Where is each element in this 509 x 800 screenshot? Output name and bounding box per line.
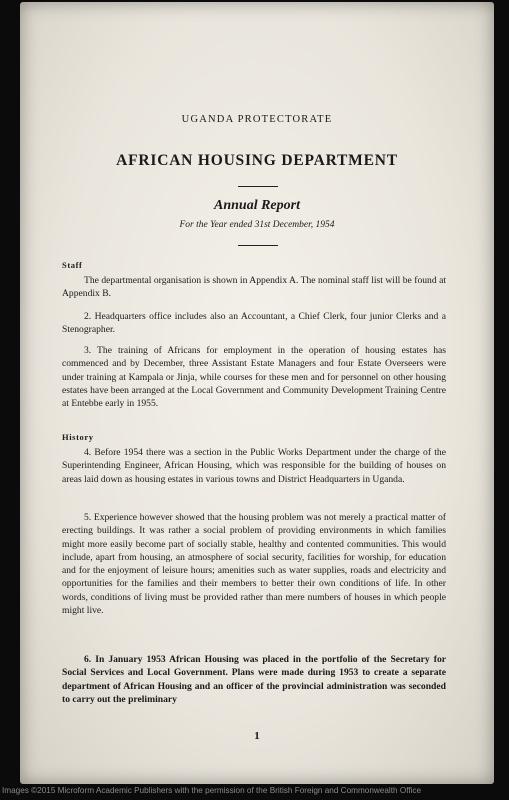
subtitle-divider — [238, 245, 278, 246]
paragraph: 5. Experience however showed that the housing problem was not merely a practical matter of erecting buildings. It was rather a social problem of providing environments in which families might more easily become part of socially stable, healthy and contented communities. This would include, apart from housing, an atmosphere of social security, facilities for worship, for education and for the enjoyment of leisure hours; amenities such as water supplies, roads and electricity and opportunities for the families and their members to better their own conditions of life. In other words, conditions of living must be provided rather than mere numbers of houses in which people might live. — [62, 512, 446, 617]
page-number: 1 — [254, 730, 260, 742]
paragraph: 2. Headquarters office includes also an Accountant, a Chief Clerk, four junior Clerks and a Stenographer. — [62, 311, 446, 336]
paragraph: 4. Before 1954 there was a section in the Public Works Department under the charge of the Superintending Engineer, African Housing, which was responsible for the building of houses on areas laid down as housing estates in various towns and District Headquarters in Uganda. — [62, 447, 446, 485]
report-title: Annual Report — [214, 198, 300, 213]
protectorate-heading: UGANDA PROTECTORATE — [181, 114, 333, 125]
report-subtitle: For the Year ended 31st December, 1954 — [179, 220, 335, 230]
paragraph: 3. The training of Africans for employment in the operation of housing estates has commenced and by December, three Assistant Estate Managers and four Estate Overseers were under training at Kampala or Jinja, while courses for these men and for personnel on other housing estates have been arranged at the Local Government and Community Development Training Centre at Entebbe early in 1955. — [62, 345, 446, 410]
section-heading-staff: Staff — [62, 260, 83, 270]
title-divider — [238, 186, 278, 187]
document-page — [20, 2, 494, 784]
section-heading-history: History — [62, 432, 94, 442]
paragraph: The departmental organisation is shown in Appendix A. The nominal staff list will be found at Appendix B. — [62, 275, 446, 300]
copyright-credit: Images ©2015 Microform Academic Publishers with the permission of the British Foreign and Commonwealth Office — [2, 786, 422, 795]
paragraph: 6. In January 1953 African Housing was placed in the portfolio of the Secretary for Social Services and Local Government. Plans were made during 1953 to create a separate department of African Housing and an officer of the provincial administration was seconded to carry out the preliminary — [62, 654, 446, 705]
department-title: AFRICAN HOUSING DEPARTMENT — [116, 152, 398, 169]
